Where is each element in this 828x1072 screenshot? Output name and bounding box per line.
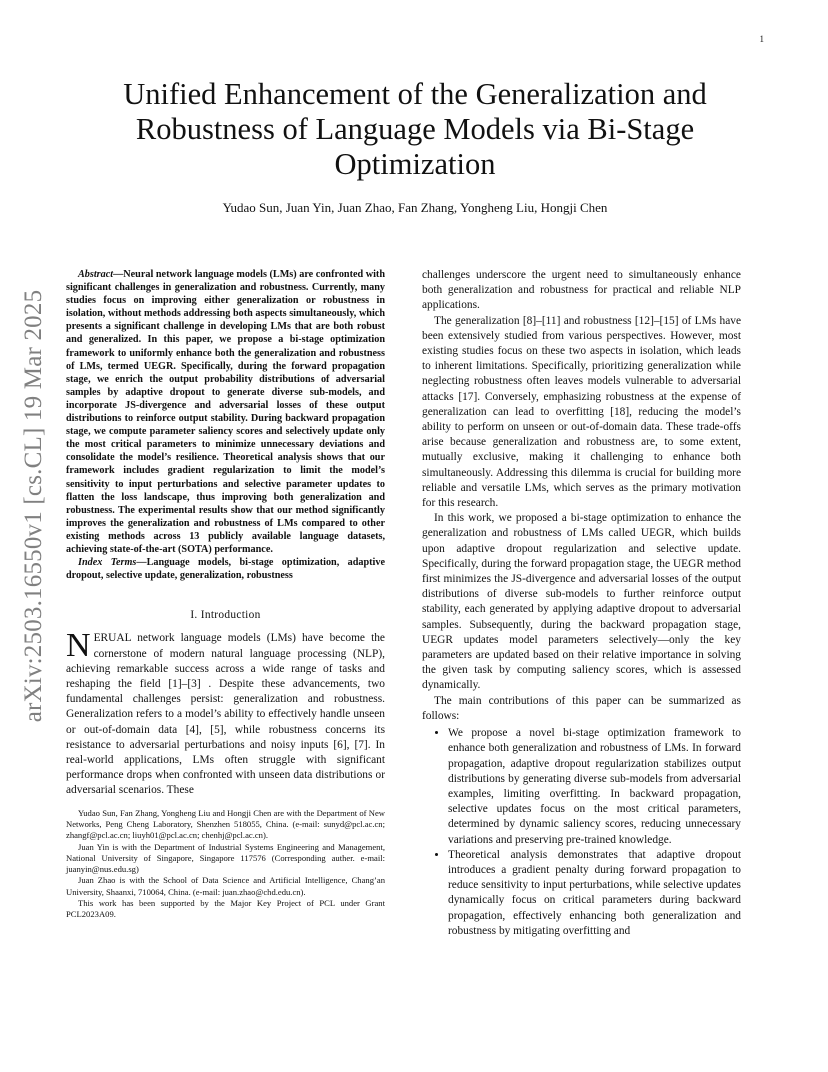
index-terms-text: —Language models, bi-stage optimization, adaptive dropout, selective update, generalization, robustness [66,557,385,582]
drop-cap: N [66,627,91,665]
page-number: 1 [759,34,764,44]
abstract [66,268,385,556]
left-column [66,268,385,921]
contribution-item: • Theoretical analysis demonstrates that adaptive dropout introduces a gradient penalty during forward propagation to reduce sensitivity to input perturbations, while selective updates dynamically focus on critical parameters during backward propagation, effectively enhancing both generalization and robustness by mitigating overfitting and [448,848,741,939]
abstract-text: —Neural network language models (LMs) are confronted with significant challenges in generalization and robustness. Currently, many studies focus on improving either generalization or robustness in isolation, without methods addressing both aspects simultaneously, which presents a significant challenge in developing LMs that are both robust and generalized. In this paper, we propose a bi-stage optimization framework to uniformly enhance both the generalization and robustness of LMs, termed UEGR. Specifically, during the forward propagation stage, we enrich the output probability distributions of adversarial samples by adaptive dropout to generate diverse sub-models, and incorporate JS-divergence and adversarial losses of these output distributions to reinforce output stability. During backward propagation stage, we compute parameter saliency scores and selectively update only the most critical parameters to minimize unnecessary deviations and consolidate the model’s resilience. Theoretical analysis shows that our framework includes gradient regularization to limit the model’s sensitivity to input perturbations and selective parameter updates to flatten the loss landscape, thus improving both generalization and robustness. The experimental results show that our method significantly improves the generalization and robustness of LMs compared to other existing methods across 13 publicly available language datasets, achieving state-of-the-art (SOTA) performance. [66,269,385,555]
section-heading-introduction: I. Introduction [190,609,261,622]
arxiv-identifier [16,286,52,726]
intro-paragraph-1-continued: challenges underscore the urgent need to simultaneously enhance both generalization and robustness for practical and reliable NLP applications. [422,269,741,312]
footnote: Yudao Sun, Fan Zhang, Yongheng Liu and Hongji Chen are with the Department of New Networks, Peng Cheng Laboratory, Shenzhen 518055, China. (e-mail: sunyd@pcl.ac.cn; zhangf@pcl.ac.cn; liuyh01@pcl.ac.cn; chenhj@pcl.ac.cn). [66,807,385,841]
intro-paragraph-4: The main contributions of this paper can be summarized as follows: [422,694,741,722]
footnote: Juan Zhao is with the School of Data Science and Artificial Intelligence, Chang’an University, Shaanxi, 710064, China. (e-mail: juan.zhao@chd.edu.cn). [66,875,385,897]
index-terms-label: Index Terms [78,557,137,569]
arxiv-identifier-text: arXiv:2503.16550v1 [cs.CL] 19 Mar 2025 [20,289,47,723]
contribution-item: • We propose a novel bi-stage optimization framework to enhance both generalization and robustness of LMs. In forward propagation, adaptive dropout regularization stabilizes output distributions by generating diverse sub-models from adversarial examples, limiting overfitting. In backward propagation, selective updates focus on the most critical parameters, determined by dynamic saliency scores, reducing unnecessary variations and preserving pre-trained knowledge. [448,726,741,848]
intro-paragraph-3: In this work, we proposed a bi-stage optimization to enhance the generalization and robustness of LMs called UEGR, which builds upon adaptive dropout regularization and selective update. Specifically, during the forward propagation stage, the UEGR method first minimizes the JS-divergence and adversarial losses of the output distributions of diverse sub-models to further reinforce output stability, each generated by applying adaptive dropout to adversarial samples. Subsequently, during the backward propagation stage, UEGR updates model parameters selectively—only the key parameters are updated based on their relative importance in solving the given task by computing saliency scores, which is assessed dynamically. [422,512,741,692]
index-terms [66,556,385,582]
footnotes [66,808,385,921]
abstract-label: Abstract [78,269,114,280]
footnote: This work has been supported by the Major Key Project of PCL under Grant PCL2023A09. [66,898,385,920]
author-list: Yudao Sun, Juan Yin, Juan Zhao, Fan Zhang, Yongheng Liu, Hongji Chen [222,200,608,215]
intro-paragraph-1 [66,627,385,798]
right-column [422,268,741,939]
intro-paragraph-1-text: ERUAL network language models (LMs) have become the cornerstone of modern natural language processing (NLP), achieving remarkable success across a wide range of tasks and reshaping the field [1]–[3] . Despite these advancements, two fundamental challenges persist: generalization and robustness. Generalization refers to a model’s ability to effectively handle unseen or out-of-domain data [4], [5], while robustness concerns its resistance to adversarial perturbations and noisy inputs [6], [7]. In real-world applications, LMs often struggle with significant performance drops when confronted with unseen data distributions or adversarial scenarios. These [66,632,385,797]
contributions-list [422,726,741,939]
paper-title: Unified Enhancement of the Generalization and Robustness of Language Models via Bi-Stage Optimization [123,77,707,181]
intro-paragraph-2: The generalization [8]–[11] and robustness [12]–[15] of LMs have been extensively studied from various perspectives. However, most existing studies focus on these two aspects in isolation, which leads to inherent limitations. Specifically, prioritizing generalization while neglecting robustness often leaves models vulnerable to adversarial attacks [17]. Conversely, emphasizing robustness at the expense of generalization can lead to overfitting [18], reducing the model’s ability to perform on unseen or out-of-domain data. These trade-offs arise because generalization and robustness are, to some extent, mutually exclusive, making it challenging to enhance both simultaneously. Addressing this dilemma is crucial for building more reliable and versatile LMs, which serves as the primary motivation for this research. [422,314,741,510]
footnote: Juan Yin is with the Department of Industrial Systems Engineering and Management, National University of Singapore, Singapore 117576 (Corresponding auther. e-mail: juanyin@nus.edu.sg) [66,841,385,875]
